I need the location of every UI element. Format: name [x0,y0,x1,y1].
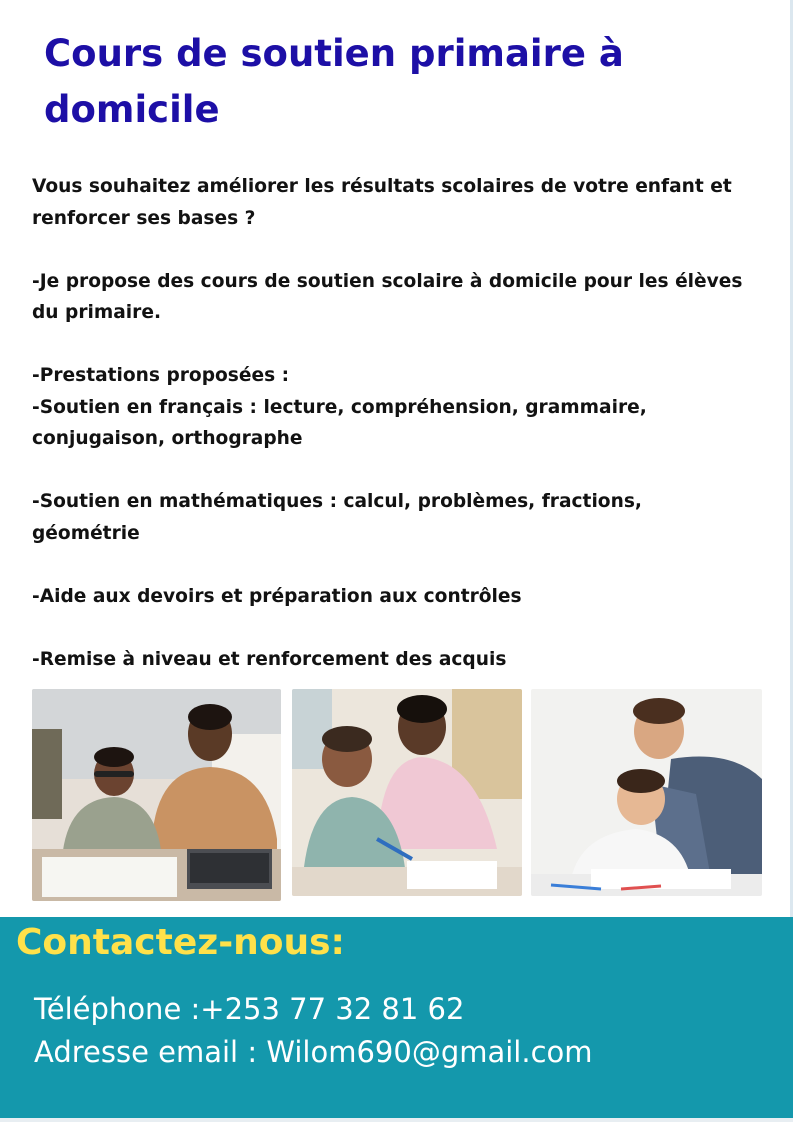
contact-phone: Téléphone :+253 77 32 81 62 [34,992,465,1026]
photo-strip [32,689,762,901]
service-homework: -Aide aux devoirs et préparation aux contrôles [32,585,522,607]
contact-email: Adresse email : Wilom690@gmail.com [34,1035,593,1069]
photo-teacher-boy-drawing [531,689,762,896]
bottom-strip [0,1118,793,1122]
contact-section [0,917,793,1122]
service-refresh: -Remise à niveau et renforcement des acquis [32,648,507,670]
flyer-title: Cours de soutien primaire à domicile [44,32,624,131]
service-french: -Soutien en français : lecture, compréhension, grammaire, conjugaison, orthographe [32,396,647,449]
photo-tutor-pointing [292,689,522,896]
offer-paragraph: -Je propose des cours de soutien scolaire à domicile pour les élèves du primaire. [32,270,743,323]
contact-heading: Contactez-nous: [16,922,345,963]
service-math: -Soutien en mathématiques : calcul, problèmes, fractions, géométrie [32,491,642,544]
photo-tutor-child-laptop [32,689,281,901]
services-heading: -Prestations proposées : [32,365,290,386]
intro-paragraph: Vous souhaitez améliorer les résultats scolaires de votre enfant et renforcer ses bases ? [32,176,732,229]
flyer-body [32,171,752,675]
